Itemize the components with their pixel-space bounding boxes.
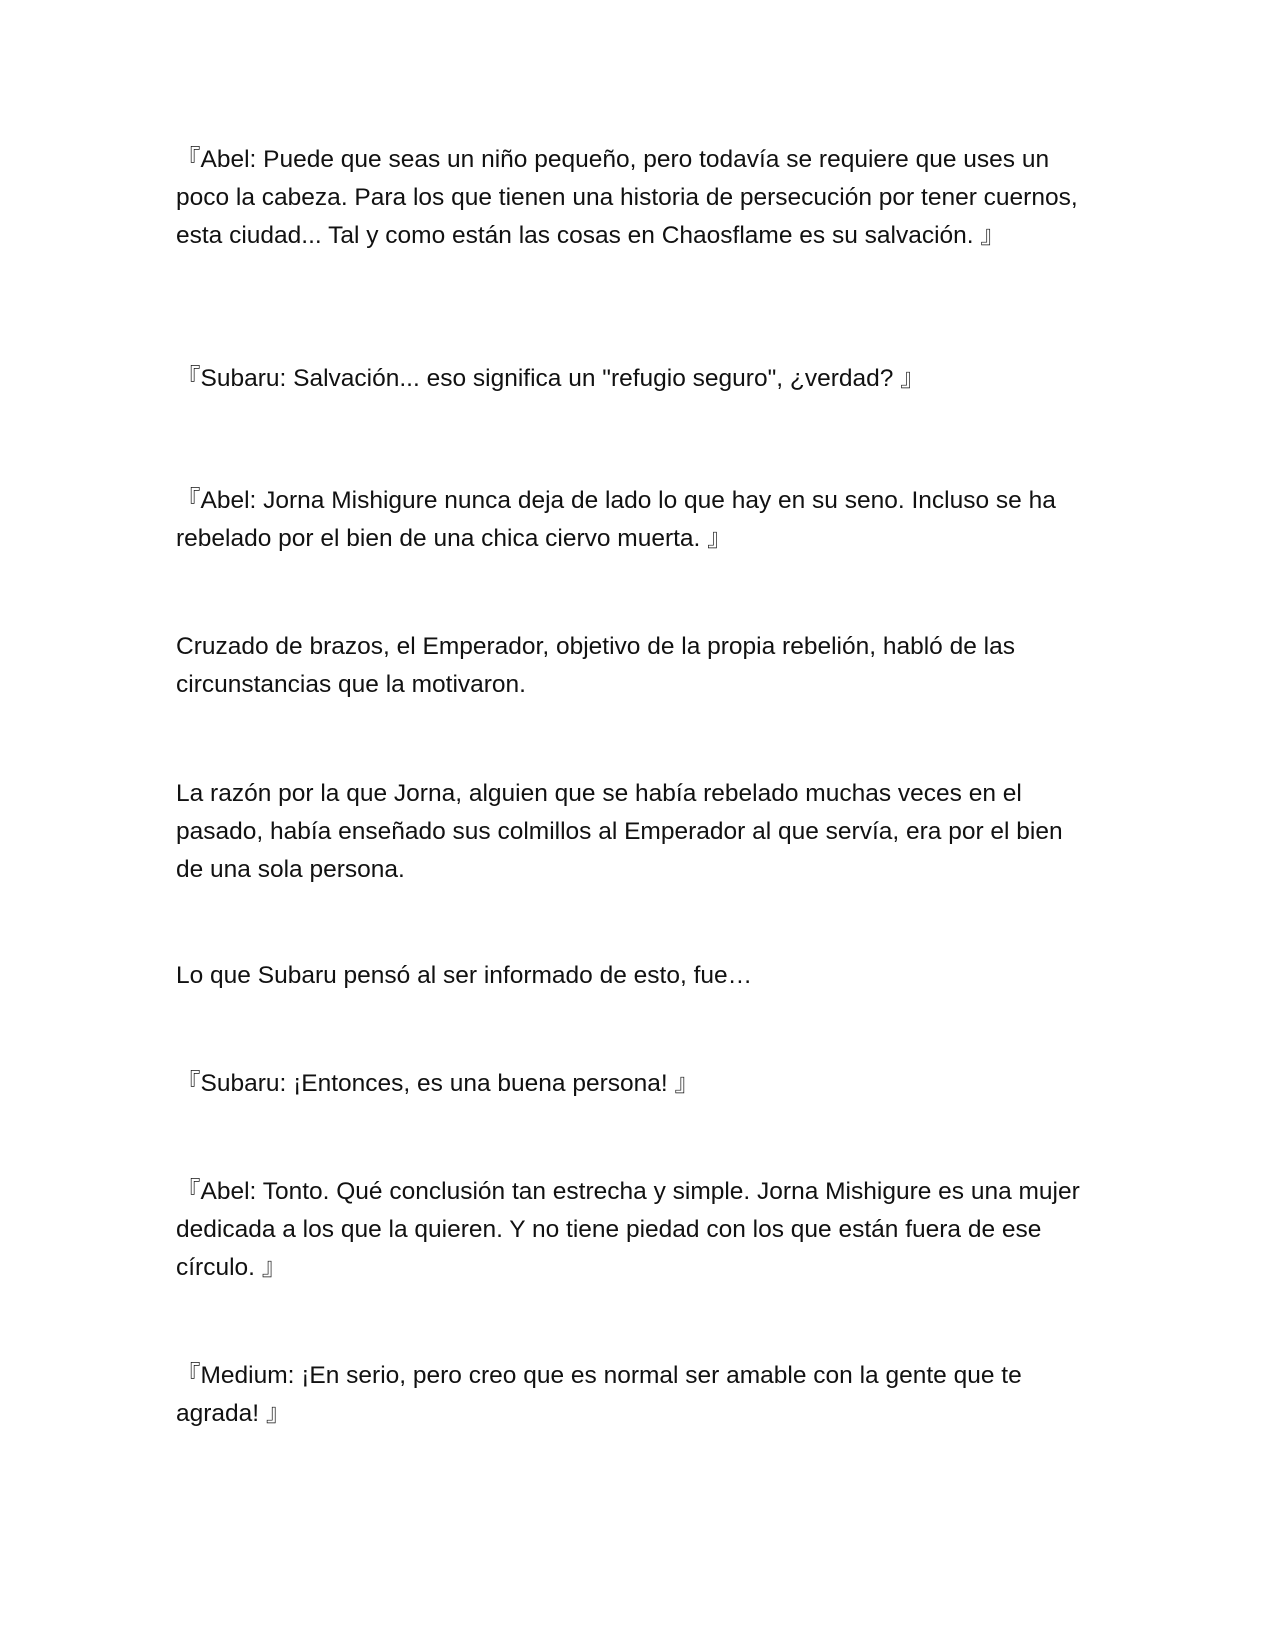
paragraph-subaru-2: 『Subaru: ¡Entonces, es una buena persona! 』 bbox=[176, 1070, 699, 1097]
paragraph-subaru-1: 『Subaru: Salvación... eso significa un "refugio seguro", ¿verdad? 』 bbox=[176, 365, 925, 392]
paragraph-narration-2: La razón por la que Jorna, alguien que se había rebelado muchas veces en el pasado, había enseñado sus colmillos al Emperador al que servía, era por el bien de una sola persona. bbox=[176, 780, 1063, 883]
paragraph-medium-1: 『Medium: ¡En serio, pero creo que es normal ser amable con la gente que te agrada! 』 bbox=[176, 1362, 1022, 1427]
paragraph-narration-1: Cruzado de brazos, el Emperador, objetivo de la propia rebelión, habló de las circunstancias que la motivaron. bbox=[176, 633, 1015, 698]
paragraph-abel-1: 『Abel: Puede que seas un niño pequeño, pero todavía se requiere que uses un poco la cabeza. Para los que tienen una historia de persecución por tener cuernos, esta ciudad... Tal y como están las cosas en Chaosflame es su salvación. 』 bbox=[176, 146, 1078, 249]
paragraph-abel-2: 『Abel: Jorna Mishigure nunca deja de lado lo que hay en su seno. Incluso se ha rebelado por el bien de una chica ciervo muerta. 』 bbox=[176, 487, 1056, 552]
paragraph-narration-3: Lo que Subaru pensó al ser informado de esto, fue… bbox=[176, 962, 753, 989]
paragraph-abel-3: 『Abel: Tonto. Qué conclusión tan estrecha y simple. Jorna Mishigure es una mujer dedicada a los que la quieren. Y no tiene piedad con los que están fuera de ese círculo. 』 bbox=[176, 1178, 1080, 1281]
